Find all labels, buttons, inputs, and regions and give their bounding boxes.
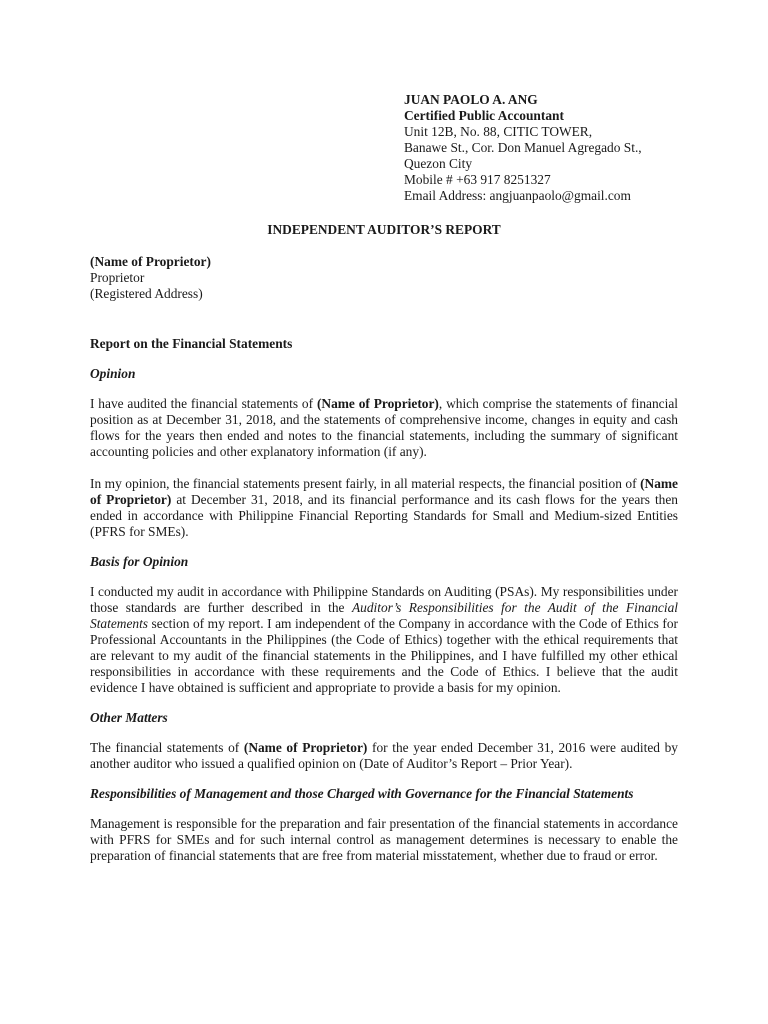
email-address: Email Address: angjuanpaolo@gmail.com — [404, 188, 631, 203]
responsibilities-paragraph: Management is responsible for the preparation and fair presentation of the financial statements in accordance with PFRS for SMEs and for such internal control as management determines is necessary to enable the preparation of financial statements that are free from material misstatement, whether due to fraud or error. — [90, 816, 678, 863]
responsibilities-heading: Responsibilities of Management and those Charged with Governance for the Financial Statements — [90, 786, 634, 801]
mobile-number: Mobile # +63 917 8251327 — [404, 172, 551, 187]
opinion-p2-text-b: at December 31, 2018, and its financial performance and its cash flows for the years then ended in accordance with Philippine Financial Reporting Standards for Small and Medium-sized Entities (PFRS for SMEs). — [90, 492, 678, 539]
address-line-3: Quezon City — [404, 156, 473, 171]
section-heading: Report on the Financial Statements — [90, 336, 293, 351]
auditor-name: JUAN PAOLO A. ANG — [404, 92, 538, 107]
address-line-2: Banawe St., Cor. Don Manuel Agregado St., — [404, 140, 642, 155]
basis-text-b: section of my report. I am independent of the Company in accordance with the Code of Ethics for Professional Accountants in the Philippines (the Code of Ethics) together with the ethical requirements that are relevant to my audit of the financial statements in the Philippines, and I have fulfilled my other ethical responsibilities in accordance with these requirements and the Code of Ethics. I believe that the audit evidence I have obtained is sufficient and appropriate to provide a basis for my opinion. — [90, 616, 678, 695]
basis-heading: Basis for Opinion — [90, 554, 189, 569]
opinion-paragraph-2 — [90, 476, 678, 540]
other-matters-heading: Other Matters — [90, 710, 168, 725]
letterhead — [404, 92, 694, 204]
basis-paragraph — [90, 584, 678, 696]
addressee-name: (Name of Proprietor) — [90, 254, 211, 269]
addressee-block — [90, 254, 678, 302]
basis-text-italic: Auditor’s Responsibilities for the Audit of the Financial Statements — [90, 600, 678, 631]
other-matters-text-b: for the year ended December 31, 2016 were audited by another auditor who issued a qualified opinion on (Date of Auditor’s Report – Prior Year). — [90, 740, 679, 771]
opinion-paragraph-1 — [90, 396, 678, 460]
other-matters-text-a: The financial statements of — [90, 740, 244, 755]
opinion-p2-proprietor: (Name of Proprietor) — [90, 476, 678, 507]
report-title: INDEPENDENT AUDITOR’S REPORT — [267, 222, 501, 237]
opinion-p1-proprietor: (Name of Proprietor) — [316, 396, 439, 411]
basis-text-a: I conducted my audit in accordance with Philippine Standards on Auditing (PSAs). My responsibilities under those standards are further described in the — [90, 584, 678, 615]
opinion-p1-text-b: , which comprise the statements of financial position as at December 31, 2018, and the statements of comprehensive income, changes in equity and cash flows for the years then ended and notes to the financial statements, including the summary of significant accounting policies and other explanatory information (if any). — [90, 396, 678, 459]
opinion-p1-text-a: I have audited the financial statements of — [90, 396, 317, 411]
other-matters-paragraph — [90, 740, 678, 772]
auditor-designation: Certified Public Accountant — [404, 108, 564, 123]
other-matters-proprietor: (Name of Proprietor) — [243, 740, 368, 755]
addressee-address: (Registered Address) — [90, 286, 203, 301]
addressee-role: Proprietor — [90, 270, 145, 285]
address-line-1: Unit 12B, No. 88, CITIC TOWER, — [404, 124, 593, 139]
opinion-p2-text-a: In my opinion, the financial statements present fairly, in all material respects, the financial position of — [90, 476, 641, 491]
opinion-heading: Opinion — [90, 366, 136, 381]
document-page — [90, 92, 678, 864]
